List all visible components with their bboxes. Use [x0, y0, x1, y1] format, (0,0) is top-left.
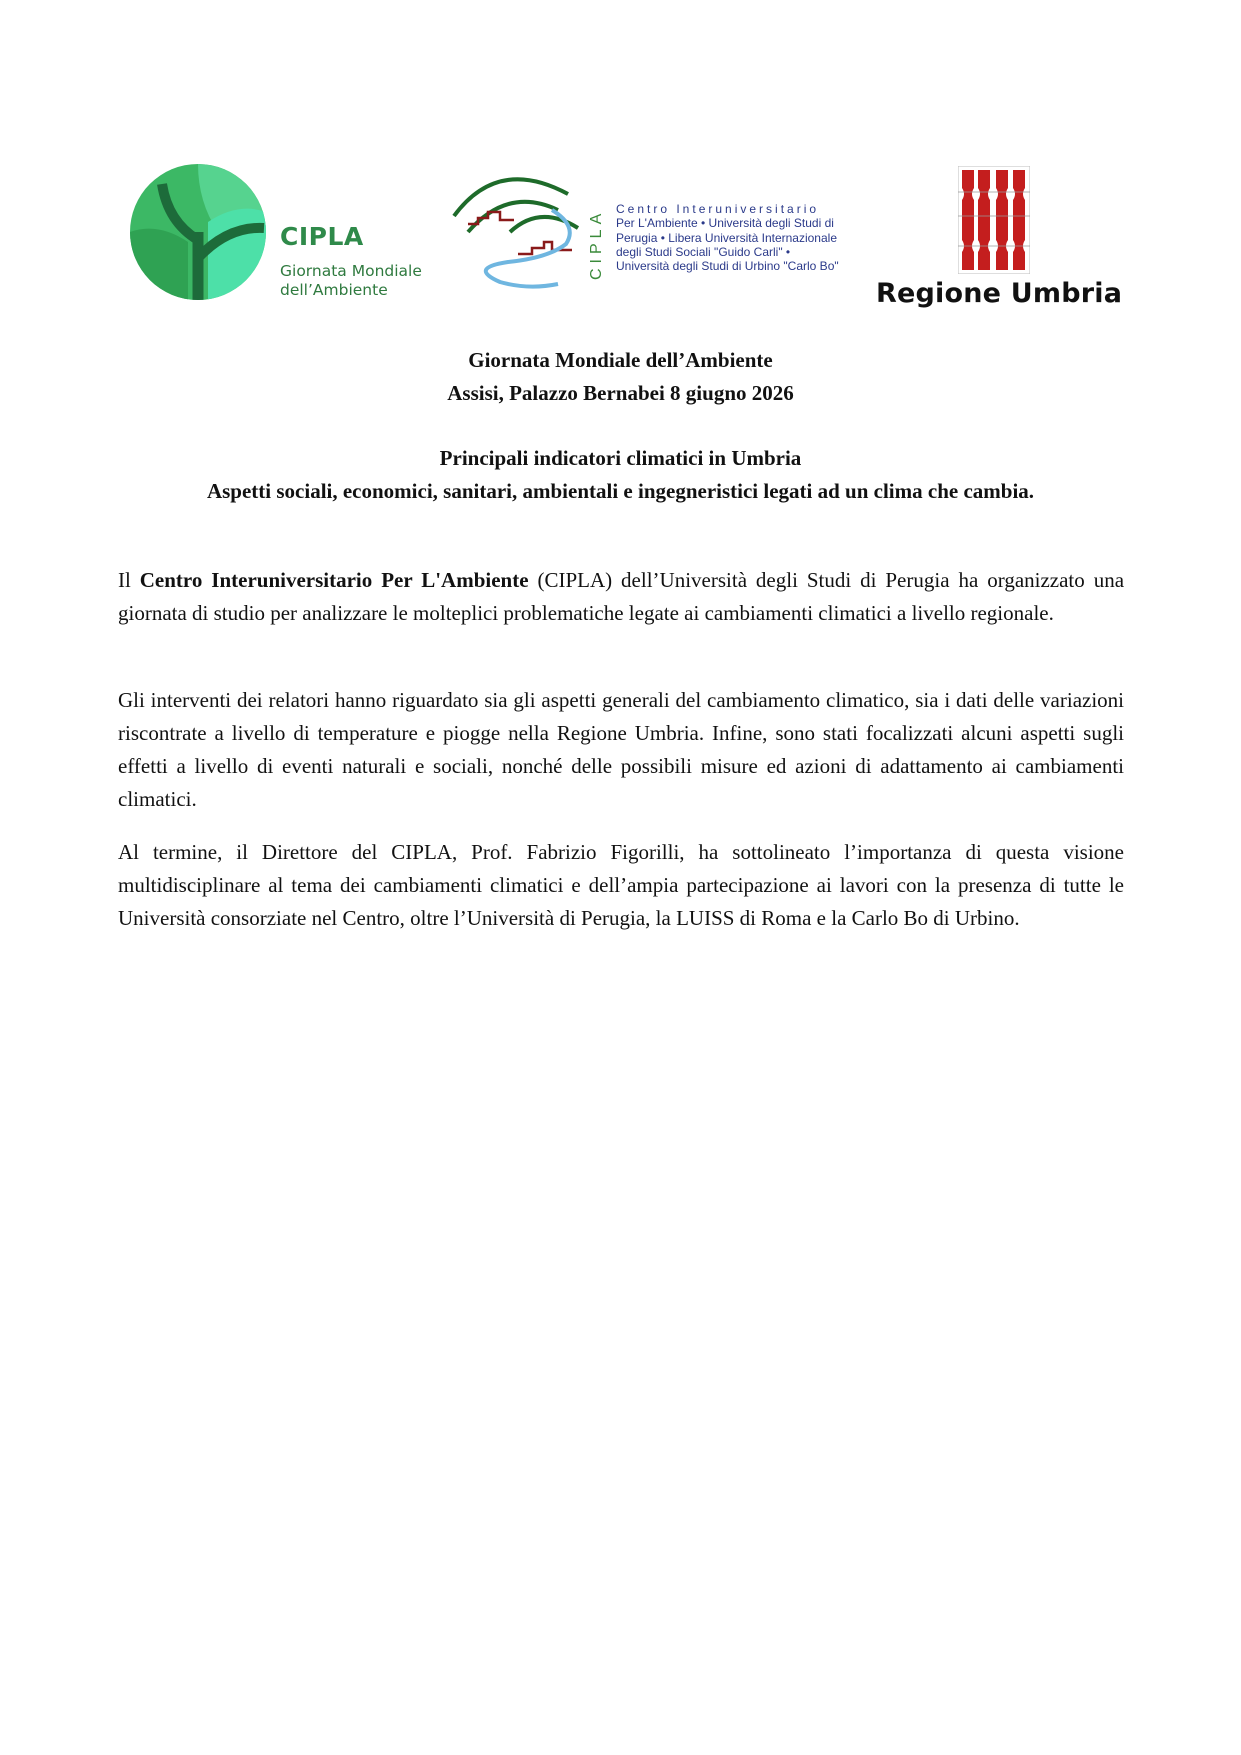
- paragraph-3: Al termine, il Direttore del CIPLA, Prof. Fabrizio Figorilli, ha sottolineato l’importanza di questa visione multidisciplinare al tema dei cambiamenti climatici e dell’ampia partecipazione ai lavori con la presenza di tutte le Università consorziate nel Centro, oltre l’Università di Perugia, la LUISS di Roma e la Carlo Bo di Urbino.: [118, 840, 1124, 930]
- cipla-logo: [128, 162, 438, 312]
- centro-interuniversitario-logo: [448, 166, 868, 316]
- paragraph-1-bold: Centro Interuniversitario Per L'Ambiente: [139, 568, 529, 592]
- document-title: Principali indicatori climatici in Umbria: [439, 446, 802, 470]
- paragraph-1-post: (CIPLA) dell’Università degli Studi di Perugia ha organizzato una giornata di studio per analizzare le molteplici problematiche legate ai cambiamenti climatici a livello regionale.: [118, 568, 1125, 625]
- event-title: Giornata Mondiale dell’Ambiente: [468, 348, 773, 372]
- centro-line-3: Perugia • Libera Università Internazionale: [616, 230, 837, 245]
- paragraph-1-pre: Il: [118, 568, 140, 592]
- regione-umbria-logo: [870, 166, 1130, 316]
- centro-line-4: degli Studi Sociali "Guido Carli" •: [616, 244, 791, 259]
- paragraph-1: [118, 564, 1124, 630]
- event-location-date: Assisi, Palazzo Bernabei 8 giugno 2026: [447, 381, 794, 405]
- cipla-tree-icon: [128, 162, 268, 302]
- umbria-coat-of-arms-icon: [958, 166, 1030, 274]
- cipla-brand: CIPLA: [280, 222, 364, 251]
- cipla-subtitle-1: Giornata Mondiale: [280, 262, 422, 280]
- paragraph-2: Gli interventi dei relatori hanno riguardato sia gli aspetti generali del cambiamento climatico, sia i dati delle variazioni riscontrate a livello di temperature e piogge nella Regione Umbria. Infine, sono stati focalizzati alcuni aspetti sugli effetti a livello di eventi naturali e sociali, nonché delle possibili misure ed azioni di adattamento ai cambiamenti climatici.: [118, 688, 1124, 811]
- centro-line-1: Centro Interuniversitario: [616, 202, 820, 216]
- regione-umbria-name: Regione Umbria: [876, 278, 1123, 309]
- centro-line-5: Università degli Studi di Urbino "Carlo Bo": [616, 259, 839, 274]
- centro-line-2: Per L'Ambiente • Università degli Studi di: [616, 216, 834, 231]
- hills-river-icon: [448, 166, 598, 316]
- cipla-subtitle-2: dell’Ambiente: [280, 281, 388, 299]
- centro-vertical-label: CIPLA: [588, 208, 605, 280]
- centro-text-block: [616, 202, 839, 273]
- document-subtitle: Aspetti sociali, economici, sanitari, ambientali e ingegneristici legati ad un clima che cambia.: [206, 479, 1035, 503]
